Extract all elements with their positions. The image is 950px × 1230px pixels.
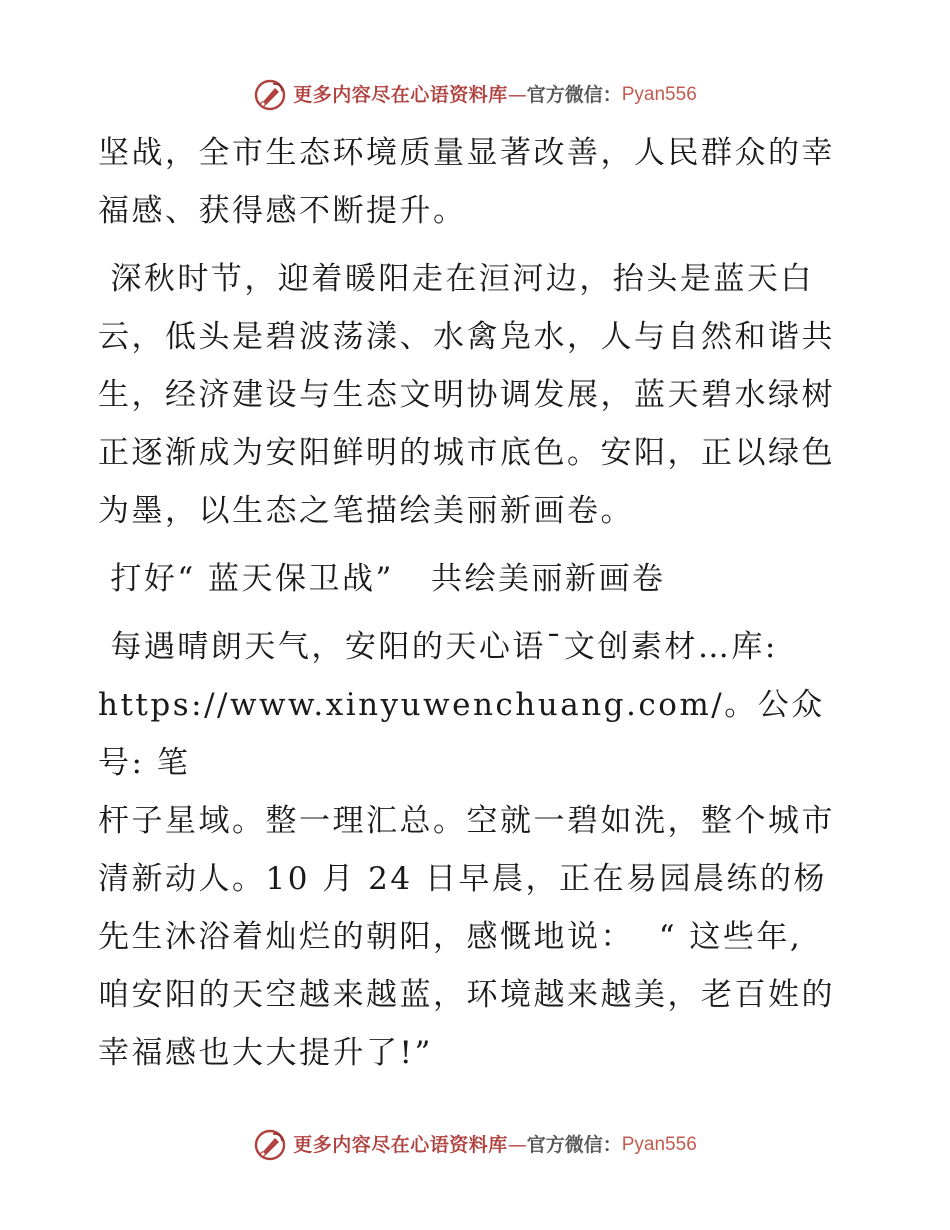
- footer-banner-dash: —: [507, 1134, 527, 1156]
- pen-nib-logo-icon: [253, 1128, 287, 1162]
- footer-banner: [0, 1128, 950, 1162]
- footer-banner-text: 更多内容尽在心语资料库: [293, 1134, 508, 1156]
- section-heading: 打好“ 蓝天保卫战” 共绘美丽新画卷: [98, 561, 666, 597]
- paragraph-2: 深秋时节，迎着暖阳走在洹河边，抬头是蓝天白 云，低头是碧波荡漾、水禽凫水，人与自然和谐共 生，经济建设与生态文明协调发展，蓝天碧水绿树 正逐渐成为安阳鲜明的城市底色。安阳，正以绿色 为墨，以生态之笔描绘美丽新画卷。: [98, 261, 835, 529]
- footer-banner-id: Pyan556: [621, 1134, 697, 1155]
- header-banner-id: Pyan556: [621, 84, 697, 105]
- header-banner-text: 更多内容尽在心语资料库: [293, 84, 508, 106]
- header-banner-contact: 官方微信：: [526, 84, 622, 106]
- paragraph-3: 每遇晴朗天气，安阳的天心语¯文创素材…库: https://www.xinyuwenchuang.com/。公众号: 笔 杆子星域。整一理汇总。空就一碧如洗，整个城市 清新动人。10 月 24 日早晨，正在易园晨练的杨 先生沐浴着灿烂的朝阳，感慨地说： “ 这些年, 咱安阳的天空越来越蓝，环境越来越美，老百姓的 幸福感也大大提升了!”: [98, 629, 835, 1071]
- header-banner-dash: —: [507, 84, 527, 106]
- header-banner: [0, 78, 950, 112]
- document-body: [98, 124, 858, 1082]
- pen-nib-logo-icon: [253, 78, 287, 112]
- footer-banner-contact: 官方微信：: [526, 1134, 622, 1156]
- paragraph-1: 坚战，全市生态环境质量显著改善，人民群众的幸 福感、获得感不断提升。: [98, 135, 835, 229]
